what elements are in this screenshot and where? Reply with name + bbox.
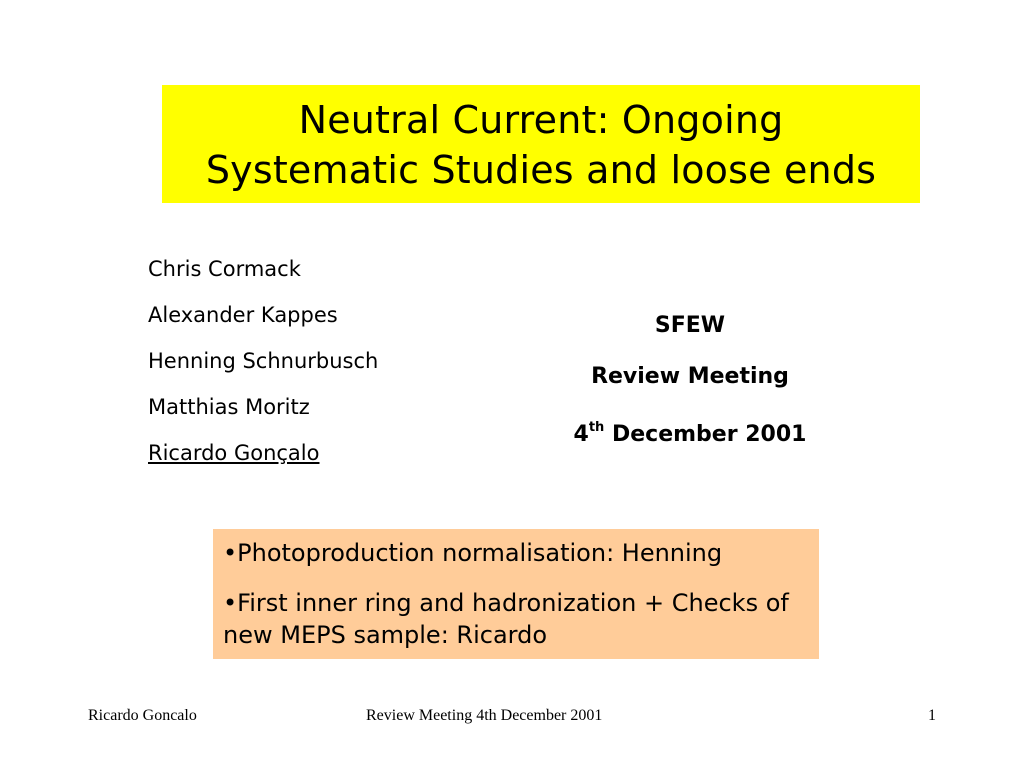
footer-meeting: Review Meeting 4th December 2001: [366, 707, 603, 724]
footer-author: Ricardo Goncalo: [88, 707, 197, 724]
meeting-name: Review Meeting: [591, 364, 789, 389]
meeting-date-suffix: th: [588, 420, 605, 435]
meeting-info: [540, 300, 840, 460]
title-box: [162, 85, 920, 203]
summary-bullet: •Photoproduction normalisation: Henning: [223, 539, 723, 567]
title-line-1: Neutral Current: Ongoing: [298, 98, 784, 142]
author-name: Chris Cormack: [148, 257, 301, 281]
meeting-event: SFEW: [654, 313, 726, 338]
slide-footer: [0, 707, 1024, 731]
author-name: Alexander Kappes: [148, 303, 338, 327]
meeting-date-day: 4: [573, 422, 589, 447]
author-list: [148, 246, 378, 476]
summary-box: [213, 529, 819, 659]
summary-bullet: •First inner ring and hadronization + Checks of new MEPS sample: Ricardo: [223, 589, 789, 649]
page-number: 1: [928, 707, 936, 724]
meeting-date-rest: December 2001: [611, 422, 807, 447]
author-name: Henning Schnurbusch: [148, 349, 379, 373]
presenting-author-name: Ricardo Gonçalo: [148, 441, 320, 465]
meeting-date: [540, 402, 840, 460]
author-name: Matthias Moritz: [148, 395, 310, 419]
title-line-2: Systematic Studies and loose ends: [205, 148, 877, 192]
